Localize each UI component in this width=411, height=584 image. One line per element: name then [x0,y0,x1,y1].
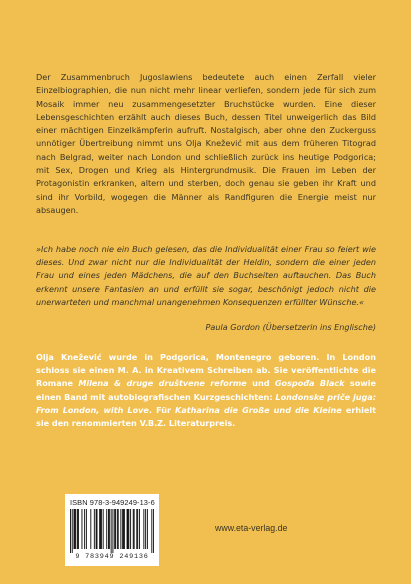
barcode-digits: 9 783949 249136 [75,553,149,561]
barcode-bar [151,509,152,553]
barcode-bar [134,509,135,549]
barcode-bar [75,509,76,549]
barcode-bar [137,509,138,549]
isbn-number: ISBN 978-3-949249-13-6 [70,498,155,507]
author-bio-text: Olja Knežević wurde in Podgorica, Montenegro geboren. In London schloss sie einen M. A. in Kreativem Schreiben ab. Sie veröffentlichte die Romane [36,352,376,389]
barcode-bar [78,509,79,549]
publisher-website: www.eta-verlag.de [215,523,288,533]
book-title: Gospođa Black [274,378,345,389]
barcode-bar [109,509,110,549]
barcode-bar [112,509,113,553]
barcode-bar [127,509,128,549]
barcode-bar [153,509,154,553]
isbn-barcode [65,494,159,566]
barcode-bar [90,509,91,549]
book-title: Londonske priče juga: From London, with Love [36,391,377,415]
barcode-bars [70,509,154,553]
barcode-bar [127,509,128,549]
barcode-bar [70,509,71,553]
barcode-bar [74,509,75,549]
author-bio-text: . Für [148,404,176,415]
book-title: Milena & druge društvene reforme [78,378,247,389]
barcode-bar [118,509,119,549]
book-title: Katharina die Große und die Kleine [175,404,342,415]
barcode-bar [97,509,98,549]
barcode-bar [99,509,100,549]
barcode-bar [81,509,82,549]
barcode-bar [128,509,129,549]
author-bio [36,351,376,430]
barcode-bar [123,509,124,549]
barcode-bar [115,509,116,549]
author-bio-text: und [246,378,275,389]
barcode-bar [120,509,121,549]
barcode-bar [77,509,78,549]
barcode-bar [101,509,102,549]
barcode-bar [130,509,131,549]
barcode-bar [96,509,97,549]
barcode-bar [84,509,85,549]
barcode-bar [143,509,144,549]
barcode-bar [74,509,75,549]
author-bio-text: sowie einen Band mit autobiografischen Kurzgeschichten: [36,378,376,402]
quote-attribution: Paula Gordon (Übersetzerin ins Englische) [205,322,376,332]
author-bio-text: erhielt sie den renommierten V.B.Z. Literaturpreis. [36,404,377,429]
book-blurb: Der Zusammenbruch Jugoslawiens bedeutete auch einen Zerfall vieler Einzelbiographien, die nun nicht mehr linear verliefen, sondern jede für sich zum Mosaik immer neu zusammengesetzter Bruchstücke wurden. Eine dieser Lebensgeschichten erzählt auch dieses Buch, dessen Titel unweigerlich das Bild einer mächtigen Einzelkämpferin aufruft. Nostalgisch, aber ohne den Zuckerguss unnötiger Übertreibung nimmt uns Olja Knežević mit aus dem früheren Titograd nach Belgrad, weiter nach London und schließlich zurück ins heutige Podgorica; mit Sex, Drogen und Krieg als Hintergrundmusik. Die Frauen im Leben der Protagonistin erkranken, altern und sterben, doch genau sie geben ihr Kraft und sind ihr Vorbild, wogegen die Männer als Randfiguren die Energie meist nur absaugen. [36,72,376,215]
barcode-bar [86,509,87,549]
barcode-bar [108,509,109,549]
barcode-bar [136,509,137,549]
barcode-bar [147,509,148,549]
barcode-bar [111,509,112,553]
barcode-bar [124,509,125,549]
barcode-bar [117,509,118,549]
barcode-bar [103,509,104,549]
barcode-bar [122,509,123,549]
barcode-bar [133,509,134,549]
barcode-bar [145,509,146,549]
barcode-bar [100,509,101,549]
review-quote: »Ich habe noch nie ein Buch gelesen, das die Individualität einer Frau so feiert wie dieses. Und zwar nicht nur die Individualität der Heldin, sondern die einer jeden Frau und eines jeden Mädchens, die auf den Buchseiten auftauchen. Das Buch erkennt unsere Fantasien an und erfüllt sie sogar, beschönigt jedoch nicht die unerwarteten und manchmal unangenehmen Konsequenzen erfüllter Wünsche.« [36,244,376,307]
barcode-bar [94,509,95,549]
barcode-bar [139,509,140,549]
barcode-bar [72,509,73,553]
barcode-bar [106,509,107,549]
barcode-bar [114,509,115,549]
